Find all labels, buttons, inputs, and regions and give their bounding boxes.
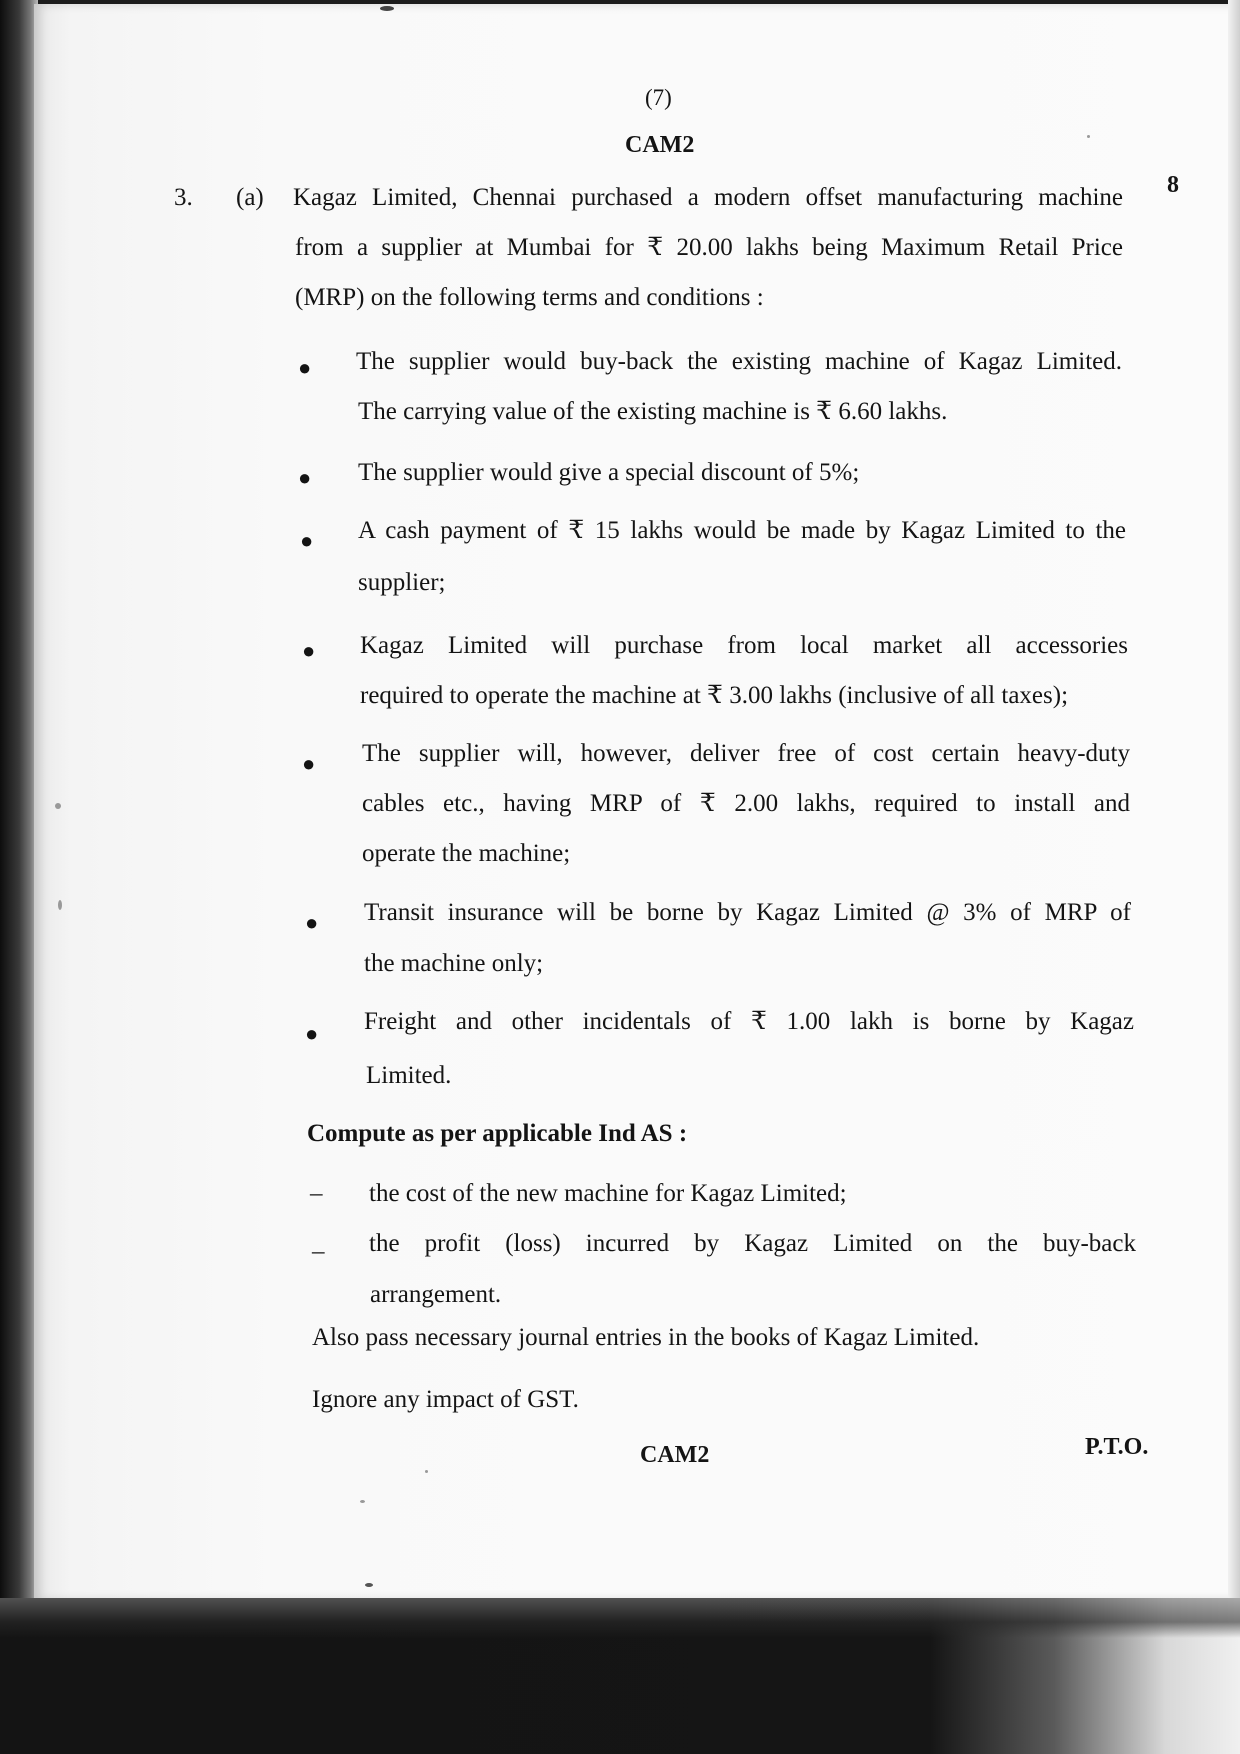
bullet-line: the machine only; — [364, 950, 544, 977]
bullet-dot: ● — [305, 1021, 319, 1046]
compute-heading: Compute as per applicable Ind AS : — [307, 1120, 688, 1147]
bullet-line: required to operate the machine at ₹ 3.00 lakhs (inclusive of all taxes); — [360, 682, 1069, 709]
bullet-line: The supplier would give a special discount of 5%; — [358, 459, 860, 486]
bullet-line: The supplier will, however, deliver free of cost certain heavy-duty — [362, 740, 1130, 767]
bullet-line: operate the machine; — [362, 840, 571, 867]
compute-item-line: the cost of the new machine for Kagaz Limited; — [369, 1180, 847, 1207]
question-part: (a) — [236, 184, 264, 211]
bullet-dot: ● — [305, 910, 319, 935]
paper-code-header: CAM2 — [625, 132, 695, 158]
intro-line: Kagaz Limited, Chennai purchased a modern offset manufacturing machine — [293, 184, 1123, 211]
compute-item-line: the profit (loss) incurred by Kagaz Limited on the buy-back — [369, 1230, 1136, 1257]
scan-mark — [425, 1470, 428, 1473]
dash-marker: – — [310, 1180, 323, 1207]
compute-item-line: arrangement. — [370, 1281, 502, 1308]
intro-line: from a supplier at Mumbai for ₹ 20.00 lakhs being Maximum Retail Price — [295, 234, 1123, 261]
bullet-dot: ● — [300, 528, 314, 553]
bullet-dot: ● — [302, 638, 316, 663]
bullet-line: Freight and other incidentals of ₹ 1.00 lakh is borne by Kagaz — [364, 1008, 1134, 1035]
bullet-dot: ● — [298, 465, 312, 490]
scan-mark — [55, 803, 61, 809]
scanner-background — [0, 1598, 1240, 1754]
page-number: (7) — [645, 85, 672, 110]
scan-mark — [58, 900, 62, 910]
paper-code-footer: CAM2 — [640, 1442, 710, 1468]
scan-mark — [360, 1500, 365, 1503]
question-number: 3. — [174, 184, 193, 211]
intro-line: (MRP) on the following terms and conditions : — [295, 284, 764, 311]
bullet-line: supplier; — [358, 569, 446, 596]
closing-line: Ignore any impact of GST. — [312, 1386, 579, 1413]
question-marks: 8 — [1167, 172, 1179, 198]
bullet-line: cables etc., having MRP of ₹ 2.00 lakhs, required to install and — [362, 790, 1130, 817]
bullet-dot: ● — [298, 355, 312, 380]
bullet-line: A cash payment of ₹ 15 lakhs would be made by Kagaz Limited to the — [358, 517, 1126, 544]
pto-label: P.T.O. — [1085, 1434, 1149, 1460]
bullet-line: The supplier would buy-back the existing machine of Kagaz Limited. — [356, 348, 1122, 375]
scan-mark — [1087, 135, 1090, 138]
scan-mark — [380, 6, 394, 11]
bullet-dot: ● — [302, 751, 316, 776]
closing-line: Also pass necessary journal entries in the books of Kagaz Limited. — [312, 1324, 980, 1351]
bullet-line: Kagaz Limited will purchase from local market all accessories — [360, 632, 1128, 659]
bullet-line: Limited. — [366, 1062, 452, 1089]
bullet-line: The carrying value of the existing machine is ₹ 6.60 lakhs. — [358, 398, 948, 425]
dash-marker: – — [312, 1238, 325, 1265]
bullet-line: Transit insurance will be borne by Kagaz Limited @ 3% of MRP of — [364, 899, 1131, 926]
scan-mark — [365, 1583, 373, 1587]
